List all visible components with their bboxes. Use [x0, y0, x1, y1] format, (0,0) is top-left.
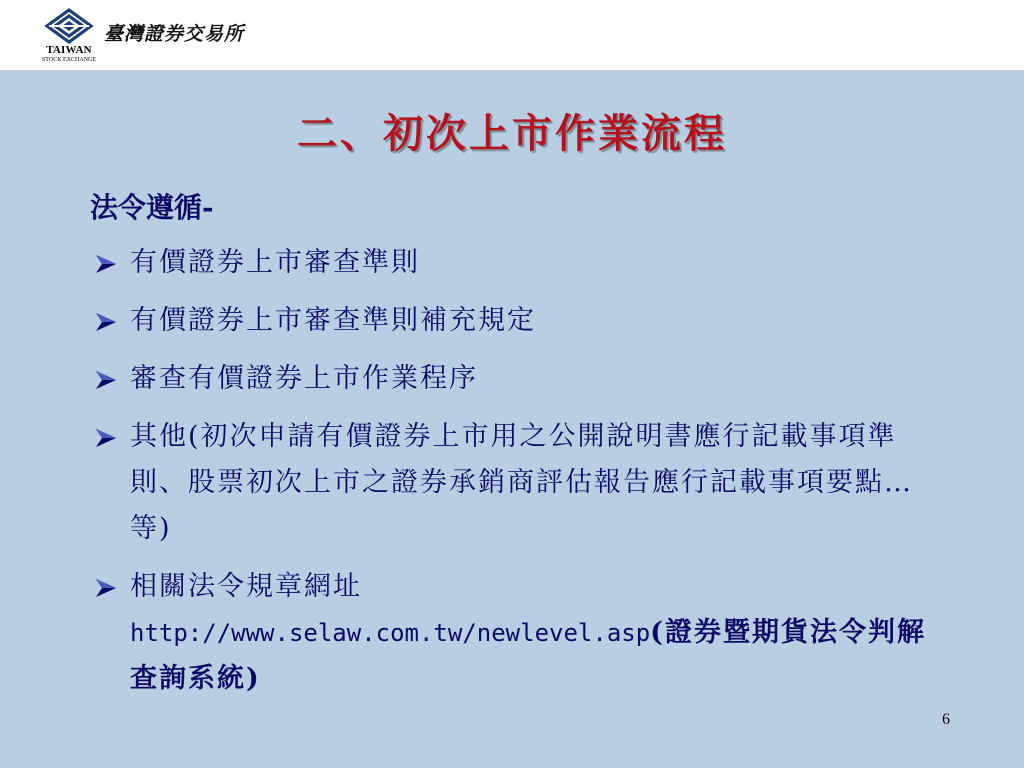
regulations-url-link[interactable]: http://www.selaw.com.tw/newlevel.asp — [130, 619, 651, 647]
list-item — [90, 564, 930, 702]
url-description: 證券暨期貨法令判解查詢系統 — [130, 617, 926, 694]
regulations-url-line — [130, 610, 930, 702]
arrow-bullet-icon — [94, 369, 118, 391]
arrow-bullet-icon — [94, 311, 118, 333]
list-item — [90, 240, 930, 286]
list-item-text: 其他(初次申請有價證券上市用之公開說明書應行記載事項準則、股票初次上市之證券承銷商評估報告應行記載事項要點…等) — [130, 421, 913, 544]
list-item-text: 相關法令規章網址 — [130, 571, 362, 602]
brand-name: 臺灣證券交易所 — [104, 23, 245, 45]
bullet-list — [90, 240, 930, 702]
list-item-text: 有價證券上市審查準則 — [130, 247, 420, 278]
twse-logo-icon — [44, 8, 94, 44]
page-number: 6 — [942, 711, 950, 728]
logo-text-stock-exchange: STOCK EXCHANGE — [41, 57, 97, 63]
arrow-bullet-icon — [94, 427, 118, 449]
list-item-text: 審查有價證券上市作業程序 — [130, 363, 478, 394]
logo-text-taiwan: TAIWAN — [46, 44, 92, 56]
list-item — [90, 356, 930, 402]
url-paren-close: ) — [246, 663, 261, 694]
list-item — [90, 298, 930, 344]
url-paren-open: ( — [650, 617, 665, 648]
list-item-text: 有價證券上市審查準則補充規定 — [130, 305, 536, 336]
list-item — [90, 414, 930, 552]
section-lead: 法令遵循- — [90, 191, 214, 224]
slide-content — [90, 190, 930, 714]
arrow-bullet-icon — [94, 253, 118, 275]
header-bar — [0, 0, 1024, 70]
slide-title: 二、初次上市作業流程 — [297, 110, 727, 157]
arrow-bullet-icon — [94, 577, 118, 599]
twse-logo — [38, 8, 100, 68]
